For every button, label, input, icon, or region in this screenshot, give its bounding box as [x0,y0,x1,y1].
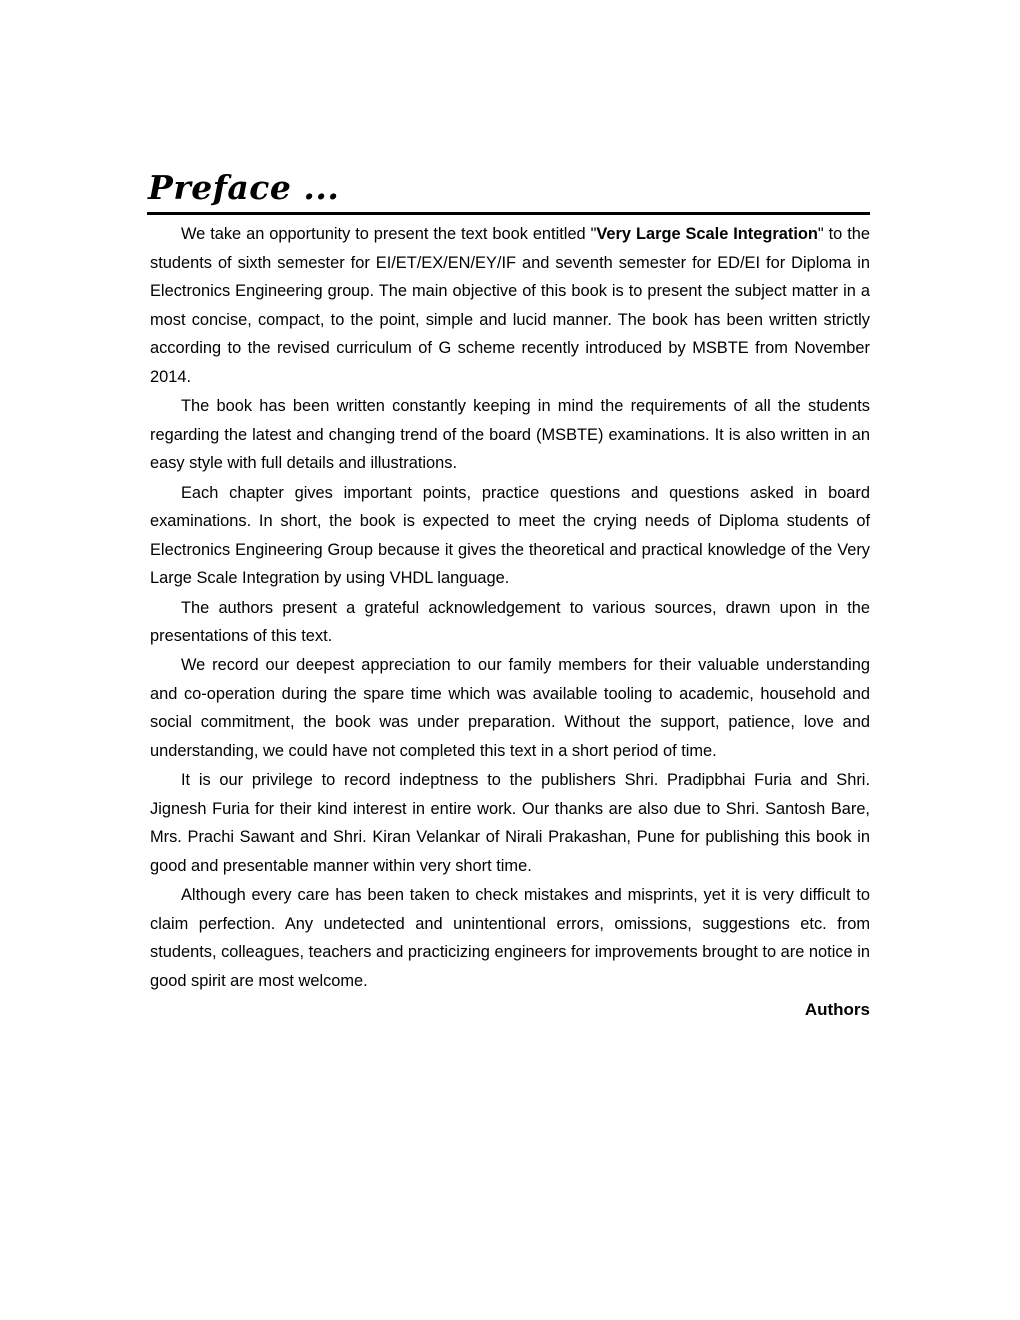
paragraph: The authors present a grateful acknowledgement to various sources, drawn upon in the presentations of this text. [150,598,870,646]
paragraph: Although every care has been taken to check mistakes and misprints, yet it is very difficult to claim perfection. Any undetected and unintentional errors, omissions, suggestions etc. from students, colleagues, teachers and practicizing engineers for improvements brought to are notice in good spirit are most welcome. [150,886,870,990]
title-underline [147,212,870,215]
page-title: Preface ... [148,168,340,207]
preface-page [150,168,870,1024]
paragraph: The book has been written constantly keeping in mind the requirements of all the students regarding the latest and changing trend of the board (MSBTE) examinations. It is also written in an easy style with full details and illustrations. [150,397,870,473]
paragraph: It is our privilege to record indeptness to the publishers Shri. Pradipbhai Furia and Shri. Jignesh Furia for their kind interest in entire work. Our thanks are also due to Shri. Santosh Bare, Mrs. Prachi Sawant and Shri. Kiran Velankar of Nirali Prakashan, Pune for publishing this book in good and presentable manner within very short time. [150,771,870,876]
paragraph-intro [150,220,870,392]
paragraph: We record our deepest appreciation to our family members for their valuable understanding and co-operation during the spare time which was available tooling to academic, household and social commitment, the book was under preparation. Without the support, patience, love and understanding, we could have not completed this text in a short period of time. [150,656,870,761]
intro-text-end: " to the students of sixth semester for EI/ET/EX/EN/EY/IF and seventh semester for ED/EI for Diploma in Electronics Engineering group. The main objective of this book is to present the subject matter in a most concise, compact, to the point, simple and lucid manner. The book has been written strictly according to the revised curriculum of G scheme recently introduced by MSBTE from November 2014. [150,225,870,386]
intro-text-start: We take an opportunity to present the text book entitled " [181,225,597,243]
signature: Authors [804,1000,870,1020]
book-title-bold: Very Large Scale Integration [596,225,818,243]
paragraph: Each chapter gives important points, practice questions and questions asked in board examinations. In short, the book is expected to meet the crying needs of Diploma students of Electronics Engineering Group because it gives the theoretical and practical knowledge of the Very Large Scale Integration by using VHDL language. [150,483,870,588]
preface-body [150,220,870,996]
